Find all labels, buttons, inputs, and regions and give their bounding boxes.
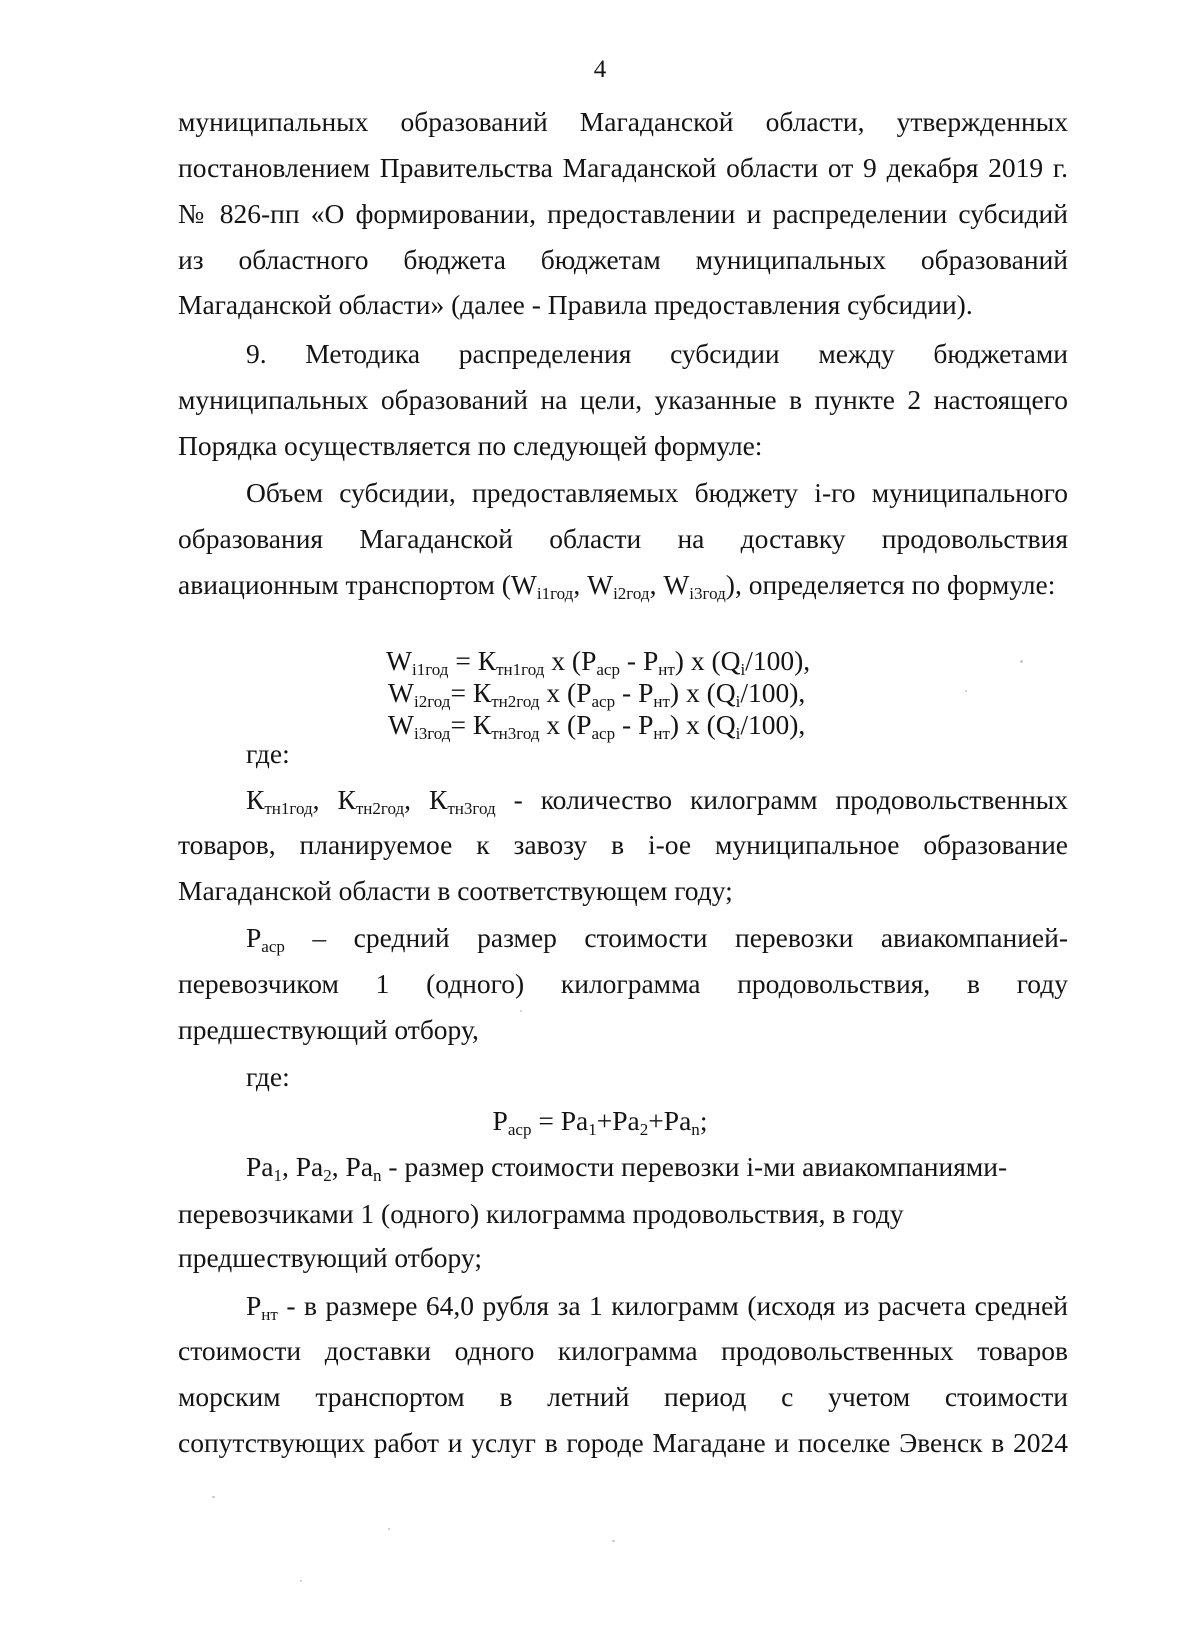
text-line: авиационным транспортом ($W_{i1год}$, $W_{i2год}$, $W_{i3год}$), определяется по формуле: <box>178 569 1056 604</box>
text-line: образования Магаданской области на доставку продовольствия <box>178 523 1068 554</box>
text-line: $Р_{аср}$ – средний размер стоимости перевозки авиакомпанией- <box>246 922 1068 957</box>
text-line: $К_{тн1год}$, $К_{тн2год}$, $К_{тн3год}$ - количество килограмм продовольственных <box>246 784 1069 819</box>
text-line: муниципальных образований на цели, указанные в пункте 2 настоящего <box>178 384 1068 415</box>
scan-speck <box>1020 660 1023 663</box>
text-line: муниципальных образований Магаданской области, утвержденных <box>178 106 1068 137</box>
text-line: Порядка осуществляется по следующей формуле: <box>178 430 763 461</box>
paragraph-9-first-line: 9. Методика распределения субсидии между бюджетами <box>246 338 1068 369</box>
text-line: где: <box>246 738 290 769</box>
scan-speck <box>965 690 967 692</box>
text-line: Объем субсидии, предоставляемых бюджету i-го муниципального <box>246 477 1068 508</box>
text-line: Магаданской области в соответствующем году; <box>178 875 733 906</box>
scan-speck <box>388 1528 390 1530</box>
formula-w3: $W_{i3год}= К_{тн3год}$ х $(Р_{аср} - Р_{нт})$ х $(Q_i/100)$, <box>388 709 806 744</box>
text-line: постановлением Правительства Магаданской области от 9 декабря 2019 г. <box>178 152 1068 183</box>
text-line: из областного бюджета бюджетам муниципальных образований <box>178 244 1068 275</box>
text-line: Магаданской области» (далее - Правила предоставления субсидии). <box>178 289 973 320</box>
scan-speck <box>612 1540 615 1542</box>
text-line: предшествующий отбору; <box>178 1242 482 1273</box>
text-line: где: <box>246 1061 290 1092</box>
scan-speck <box>300 1580 302 1582</box>
text-line: сопутствующих работ и услуг в городе Магадане и поселке Эвенск в 2024 <box>178 1427 1068 1458</box>
text-line: предшествующий отбору, <box>178 1014 479 1045</box>
formula-w2: $W_{i2год}= К_{тн2год}$ х $(Р_{аср} - Р_{нт})$ х $(Q_i/100)$, <box>388 677 806 712</box>
text-line: стоимости доставки одного килограмма продовольственных товаров <box>178 1335 1068 1366</box>
formula-w1: $W_{i1год} = К_{тн1год}$ х $(Р_{аср} - Р_{нт})$ х $(Q_i/100)$, <box>386 645 811 680</box>
text-line: товаров, планируемое к завозу в i-ое муниципальное образование <box>178 829 1068 860</box>
text-line: $Р_{нт}$ - в размере 64,0 рубля за 1 килограмм (исходя из расчета средней <box>246 1290 1068 1325</box>
scan-speck <box>520 1010 522 1012</box>
formula-pasr: $Р_{аср} = Ра_1+Ра_2+Ра_n$; <box>492 1105 708 1140</box>
text-line: $Ра_1$, $Ра_2$, $Ра_n$ - размер стоимости перевозки i-ми авиакомпаниями- <box>246 1151 1008 1186</box>
scan-speck <box>212 1496 215 1498</box>
page-number: 4 <box>593 56 607 83</box>
text-line: перевозчиками 1 (одного) килограмма продовольствия, в году <box>178 1198 904 1229</box>
text-line: морским транспортом в летний период с учетом стоимости <box>178 1381 1068 1412</box>
text-line: перевозчиком 1 (одного) килограмма продовольствия, в году <box>178 968 1068 999</box>
text-line: № 826-пп «О формировании, предоставлении и распределении субсидий <box>178 198 1068 229</box>
